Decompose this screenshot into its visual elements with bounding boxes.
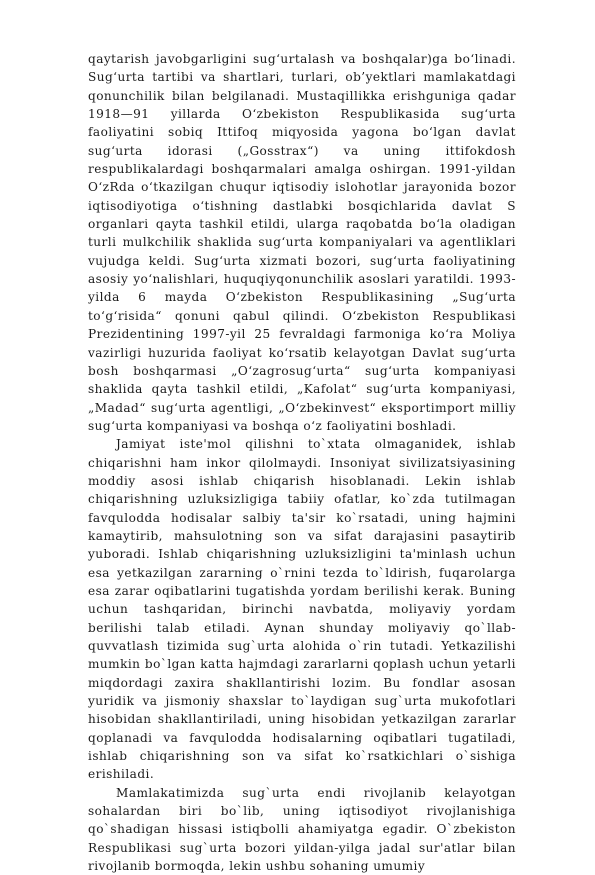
document-page — [88, 50, 516, 875]
paragraph-2: Jamiyat iste'mol qilishni to`xtata olmaganidek, ishlab chiqarishni ham inkor qilolmaydi. Insoniyat sivilizatsiyasining moddiy asosi ishlab chiqarish hisoblanadi. Lekin ishlab chiqarishning uzluksizligiga tabiiy ofatlar, ko`zda tutilmagan favqulodda hodisalar salbiy ta'sir ko`rsatadi, uning hajmini kamaytirib, mahsulotning son va sifat darajasini pasaytirib yuboradi. Ishlab chiqarishning uzluksizligini ta'minlash uchun esa yetkazilgan zararning o`rnini tezda to`ldirish, fuqarolarga esa zarar oqibatlarini tugatishda yordam berilishi kerak. Buning uchun tashqaridan, birinchi navbatda, moliyaviy yordam berilishi talab etiladi. Aynan shunday moliyaviy qo`llab-quvvatlash tizimida sug`urta alohida o`rin tutadi. Yetkazilishi mumkin bo`lgan katta hajmdagi zararlarni qoplash uchun yetarli miqdordagi zaxira shakllantirishi lozim. Bu fondlar asosan yuridik va jismoniy shaxslar to`laydigan sug`urta mukofotlari hisobidan shakllantiriladi, uning hisobidan yetkazilgan zararlar qoplanadi va favqulodda hodisalarning oqibatlari tugatiladi, ishlab chiqarishning son va sifat ko`rsatkichlari o`sishiga erishiladi. — [88, 437, 516, 782]
paragraph-1: qaytarish javobgarligini sug‘urtalash va boshqalar)ga bo‘linadi. Sug‘urta tartibi va shartlari, turlari, ob’yektlari mamlakatdagi qonunchilik bilan belgilanadi. Mustaqillikka erishguniga qadar 1918—91 yillarda O‘zbekiston Respublikasida sug‘urta faoliyatini sobiq Ittifoq miqyosida yagona bo‘lgan davlat sug‘urta idorasi („Gosstrax“) va uning ittifokdosh respublikalardagi boshqarmalari amalga oshirgan. 1991-yildan O‘zRda o‘tkazilgan chuqur iqtisodiy islohotlar jarayonida bozor iqtisodiyotiga o‘tishning dastlabki bosqichlarida davlat S organlari qayta tashkil etildi, ularga raqobatda bo‘la oladigan turli mulkchilik shaklida sug‘urta kompaniyalari va agentliklari vujudga keldi. Sug‘urta xizmati bozori, sug‘urta faoliyatining asosiy yo‘nalishlari, huquqiyqonunchilik asoslari yaratildi. 1993-yilda 6 mayda O‘zbekiston Respublikasining „Sug‘urta to‘g‘risida“ qonuni qabul qilindi. O‘zbekiston Respublikasi Prezidentining 1997-yil 25 fevraldagi farmoniga ko‘ra Moliya vazirligi huzurida faoliyat ko‘rsatib kelayotgan Davlat sug‘urta bosh boshqarmasi „O‘zagrosug‘urta“ sug‘urta kompaniyasi shaklida qayta tashkil etildi, „Kafolat“ sug‘urta kompaniyasi, „Madad“ sug‘urta agentligi, „O‘zbekinvest“ eksportimport milliy sug‘urta kompaniyasi va boshqa o‘z faoliyatini boshladi. — [88, 52, 516, 433]
paragraph-3: Mamlakatimizda sug`urta endi rivojlanib kelayotgan sohalardan biri bo`lib, uning iqtisodiyot rivojlanishiga qo`shadigan hissasi istiqbolli ahamiyatga egadir. O`zbekiston Respublikasi sug`urta bozori yildan-yilga jadal sur'atlar bilan rivojlanib bormoqda, lekin ushbu sohaning umumiy — [88, 785, 516, 874]
